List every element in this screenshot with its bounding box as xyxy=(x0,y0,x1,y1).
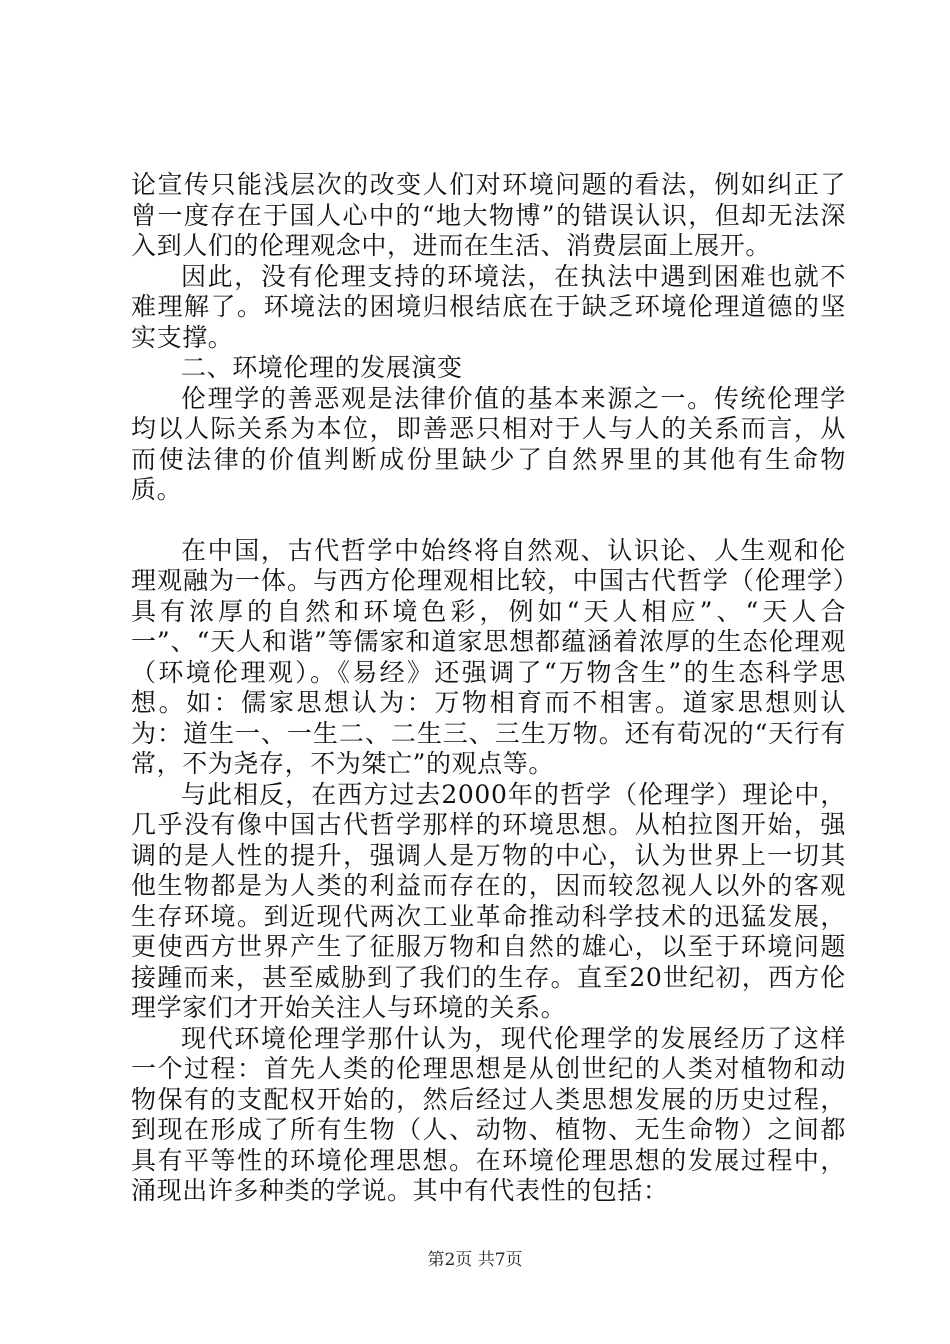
paragraph-continuation: 论宣传只能浅层次的改变人们对环境问题的看法，例如纠正了曾一度存在于国人心中的“地大物博”的错误认识，但却无法深入到人们的伦理观念中，进而在生活、消费层面上展开。 xyxy=(131,170,846,260)
paragraph-spacer xyxy=(131,506,846,536)
document-body xyxy=(131,170,846,1207)
paragraph-modern: 现代环境伦理学那什认为，现代伦理学的发展经历了这样一个过程：首先人类的伦理思想是从创世纪的人类对植物和动物保有的支配权开始的，然后经过人类思想发展的历史过程，到现在形成了所有生物（人、动物、植物、无生命物）之间都具有平等性的环境伦理思想。在环境伦理思想的发展过程中，涌现出许多种类的学说。其中有代表性的包括： xyxy=(131,1023,846,1205)
paragraph-ethics-intro: 伦理学的善恶观是法律价值的基本来源之一。传统伦理学均以人际关系为本位，即善恶只相对于人与人的关系而言，从而使法律的价值判断成份里缺少了自然界里的其他有生命物质。 xyxy=(131,383,846,504)
page-number-footer: 第2页 共7页 xyxy=(427,1250,523,1270)
paragraph-west: 与此相反，在西方过去2000年的哲学（伦理学）理论中，几乎没有像中国古代哲学那样的环境思想。从柏拉图开始，强调的是人性的提升，强调人是万物的中心，认为世界上一切其他生物都是为人类的利益而存在的，因而较忽视人以外的客观生存环境。到近现代两次工业革命推动科学技术的迅猛发展，更使西方世界产生了征服万物和自然的雄心，以至于环境问题接踵而来，甚至威胁到了我们的生存。直至20世纪初，西方伦理学家们才开始关注人与环境的关系。 xyxy=(131,779,846,1022)
section-heading: 二、环境伦理的发展演变 xyxy=(181,353,463,382)
paragraph-conclusion: 因此，没有伦理支持的环境法，在执法中遇到困难也就不难理解了。环境法的困境归根结底在于缺乏环境伦理道德的坚实支撑。 xyxy=(131,261,846,352)
paragraph-china: 在中国，古代哲学中始终将自然观、认识论、人生观和伦理观融为一体。与西方伦理观相比较，中国古代哲学（伦理学）具有浓厚的自然和环境色彩，例如“天人相应”、“天人合一”、“天人和谐”等儒家和道家思想都蕴涵着浓厚的生态伦理观（环境伦理观）。《易经》还强调了“万物含生”的生态科学思想。如：儒家思想认为：万物相育而不相害。道家思想则认为：道生一、一生二、二生三、三生万物。还有荀况的“天行有常，不为尧存，不为桀亡”的观点等。 xyxy=(131,535,846,778)
